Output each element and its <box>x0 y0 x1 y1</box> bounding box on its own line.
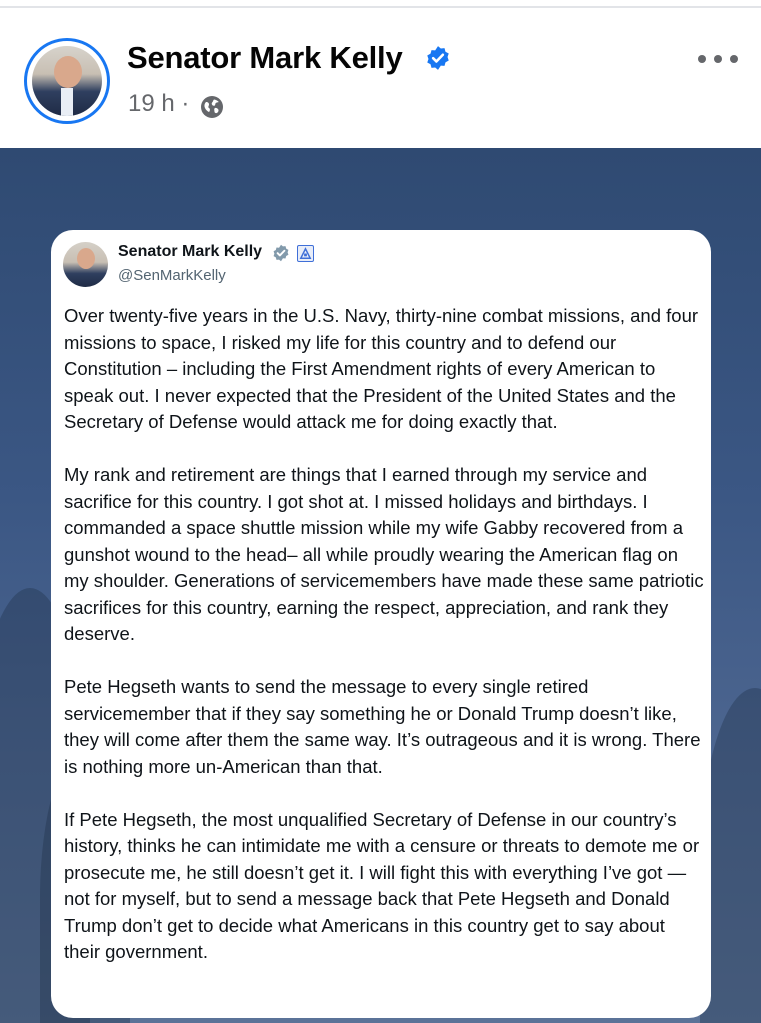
tweet-avatar <box>63 242 108 287</box>
verified-check-icon <box>272 244 290 262</box>
more-options-icon[interactable] <box>695 46 741 70</box>
post-time[interactable]: 19 h <box>128 90 175 117</box>
verified-badge-icon <box>425 45 451 71</box>
embedded-tweet-card <box>51 230 711 1018</box>
author-name[interactable]: Senator Mark Kelly <box>127 40 403 75</box>
post-meta <box>128 90 189 118</box>
tweet-paragraph: Pete Hegseth wants to send the message to every single retired servicemember that if they say something he or Donald Trump doesn’t like, they will come after them the same way. It’s outrageous and it is wrong. There is nothing more un-American than that. <box>64 676 701 777</box>
globe-icon[interactable] <box>200 95 224 119</box>
avatar-photo <box>32 46 102 116</box>
author-avatar[interactable] <box>24 38 110 124</box>
meta-separator: · <box>181 90 190 117</box>
tweet-author-name: Senator Mark Kelly <box>118 243 263 260</box>
government-badge-icon <box>297 245 314 262</box>
tweet-paragraph: If Pete Hegseth, the most unqualified Secretary of Defense in our country’s history, thinks he can intimidate me with a censure or threats to demote me or prosecute me, he still doesn’t get it. I will fight this with everything I’ve got — not for myself, but to send a message back that Pete Hegseth and Donald Trump don’t get to decide what Americans in this country get to say about their government. <box>64 808 700 962</box>
tweet-body <box>64 303 704 992</box>
tweet-paragraph: Over twenty-five years in the U.S. Navy, thirty-nine combat missions, and four missions to space, I risked my life for this country and to defend our Constitution – including the First Amendment rights of every American to speak out. I never expected that the President of the United States and the Secretary of Defense would attack me for doing exactly that. <box>64 305 699 432</box>
tweet-handle: @SenMarkKelly <box>118 267 226 284</box>
post-header <box>0 8 761 148</box>
tweet-paragraph: My rank and retirement are things that I earned through my service and sacrifice for this country. I got shot at. I missed holidays and birthdays. I commanded a space shuttle mission while my wife Gabby recovered from a gunshot wound to the head– all while proudly wearing the American flag on my shoulder. Generations of servicemembers have made these same patriotic sacrifices for this country, earning the respect, appreciation, and rank they deserve. <box>64 464 704 644</box>
